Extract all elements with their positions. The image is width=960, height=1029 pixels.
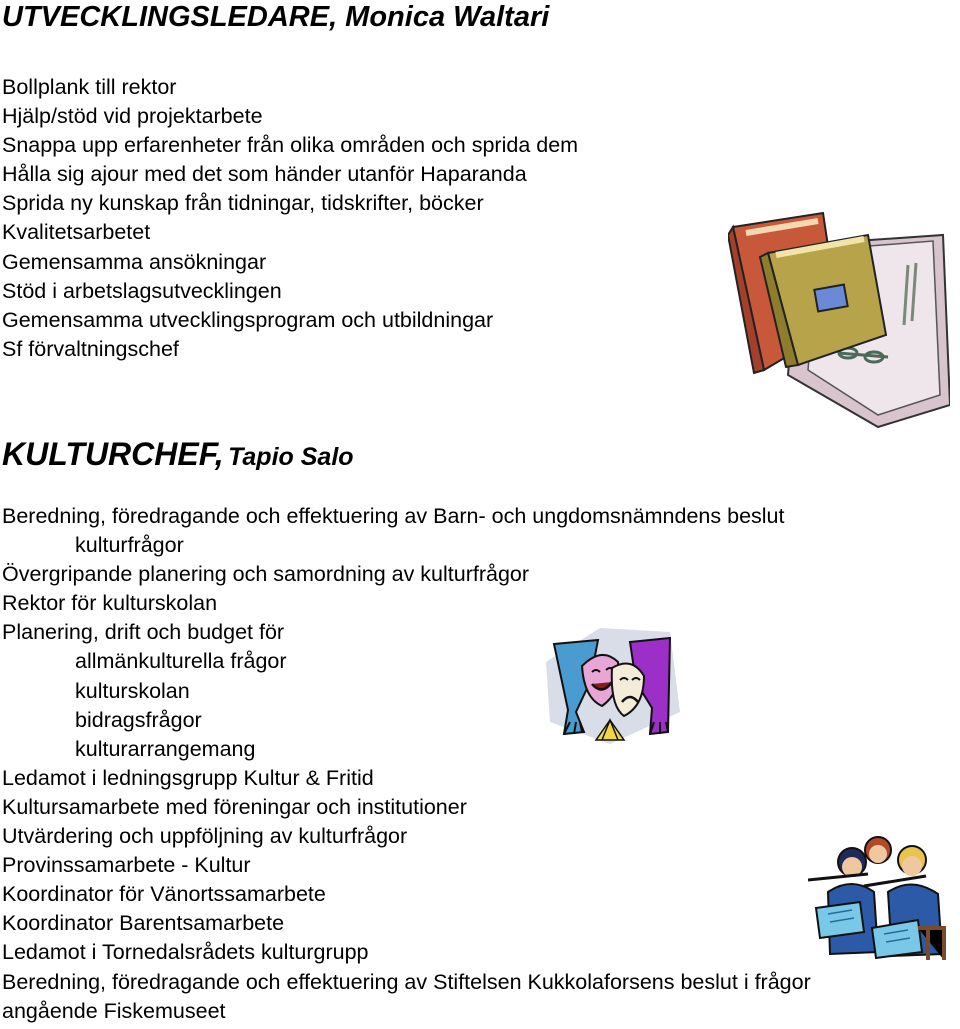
list-item: Ledamot i ledningsgrupp Kultur & Fritid xyxy=(2,765,374,790)
theater-masks-illustration xyxy=(540,622,682,752)
list-item: Kultursamarbete med föreningar och institutioner xyxy=(2,794,467,819)
list-item: Bollplank till rektor xyxy=(2,75,177,99)
list-item: Ledamot i Tornedalsrådets kulturgrupp xyxy=(2,940,369,965)
list-item: Gemensamma utvecklingsprogram och utbildningar xyxy=(2,307,494,332)
section-title-kulturchef xyxy=(2,436,354,479)
list-item: Gemensamma ansökningar xyxy=(2,249,267,274)
list-item: Beredning, föredragande och effektuering av Barn- och ungdomsnämndens beslut xyxy=(2,504,785,528)
list-item: Planering, drift och budget för xyxy=(2,620,285,645)
list-item: kulturfrågor xyxy=(75,533,184,558)
role-title: KULTURCHEF, xyxy=(2,436,224,472)
list-item: Stöd i arbetslagsutvecklingen xyxy=(2,278,282,303)
list-item: angående Fiskemuseet xyxy=(2,998,226,1023)
books-binder-illustration xyxy=(728,205,950,430)
list-item: Beredning, föredragande och effektuering av Stiftelsen Kukkolaforsens beslut i frågor xyxy=(2,969,811,994)
list-item: Provinssamarbete - Kultur xyxy=(2,853,251,878)
person-name: Tapio Salo xyxy=(228,443,354,471)
list-item: Övergripande planering och samordning av kulturfrågor xyxy=(2,562,530,587)
list-item: Rektor för kulturskolan xyxy=(2,591,218,616)
list-item: Kvalitetsarbetet xyxy=(2,220,151,245)
list-item: Sprida ny kunskap från tidningar, tidskrifter, böcker xyxy=(2,191,484,216)
list-item: kulturskolan xyxy=(75,678,190,703)
list-item: Sf förvaltningschef xyxy=(2,336,179,361)
list-item: kulturarrangemang xyxy=(75,736,256,761)
list-item: Hjälp/stöd vid projektarbete xyxy=(2,104,263,129)
list-item: Snappa upp erfarenheter från olika områden och sprida dem xyxy=(2,133,579,158)
list-item: Koordinator Barentsamarbete xyxy=(2,911,285,936)
list-item: bidragsfrågor xyxy=(75,707,202,732)
musicians-illustration xyxy=(808,832,946,962)
list-item: allmänkulturella frågor xyxy=(75,649,287,674)
duties-list-utvecklingsledare xyxy=(2,73,578,364)
list-item: Hålla sig ajour med det som händer utanför Haparanda xyxy=(2,162,527,187)
list-item: Koordinator för Vänortssamarbete xyxy=(2,882,326,907)
list-item: Utvärdering och uppföljning av kulturfrågor xyxy=(2,824,408,849)
section-title-utvecklingsledare: UTVECKLINGSLEDARE, Monica Waltari xyxy=(2,1,550,33)
duties-list-kulturchef xyxy=(2,502,811,1026)
